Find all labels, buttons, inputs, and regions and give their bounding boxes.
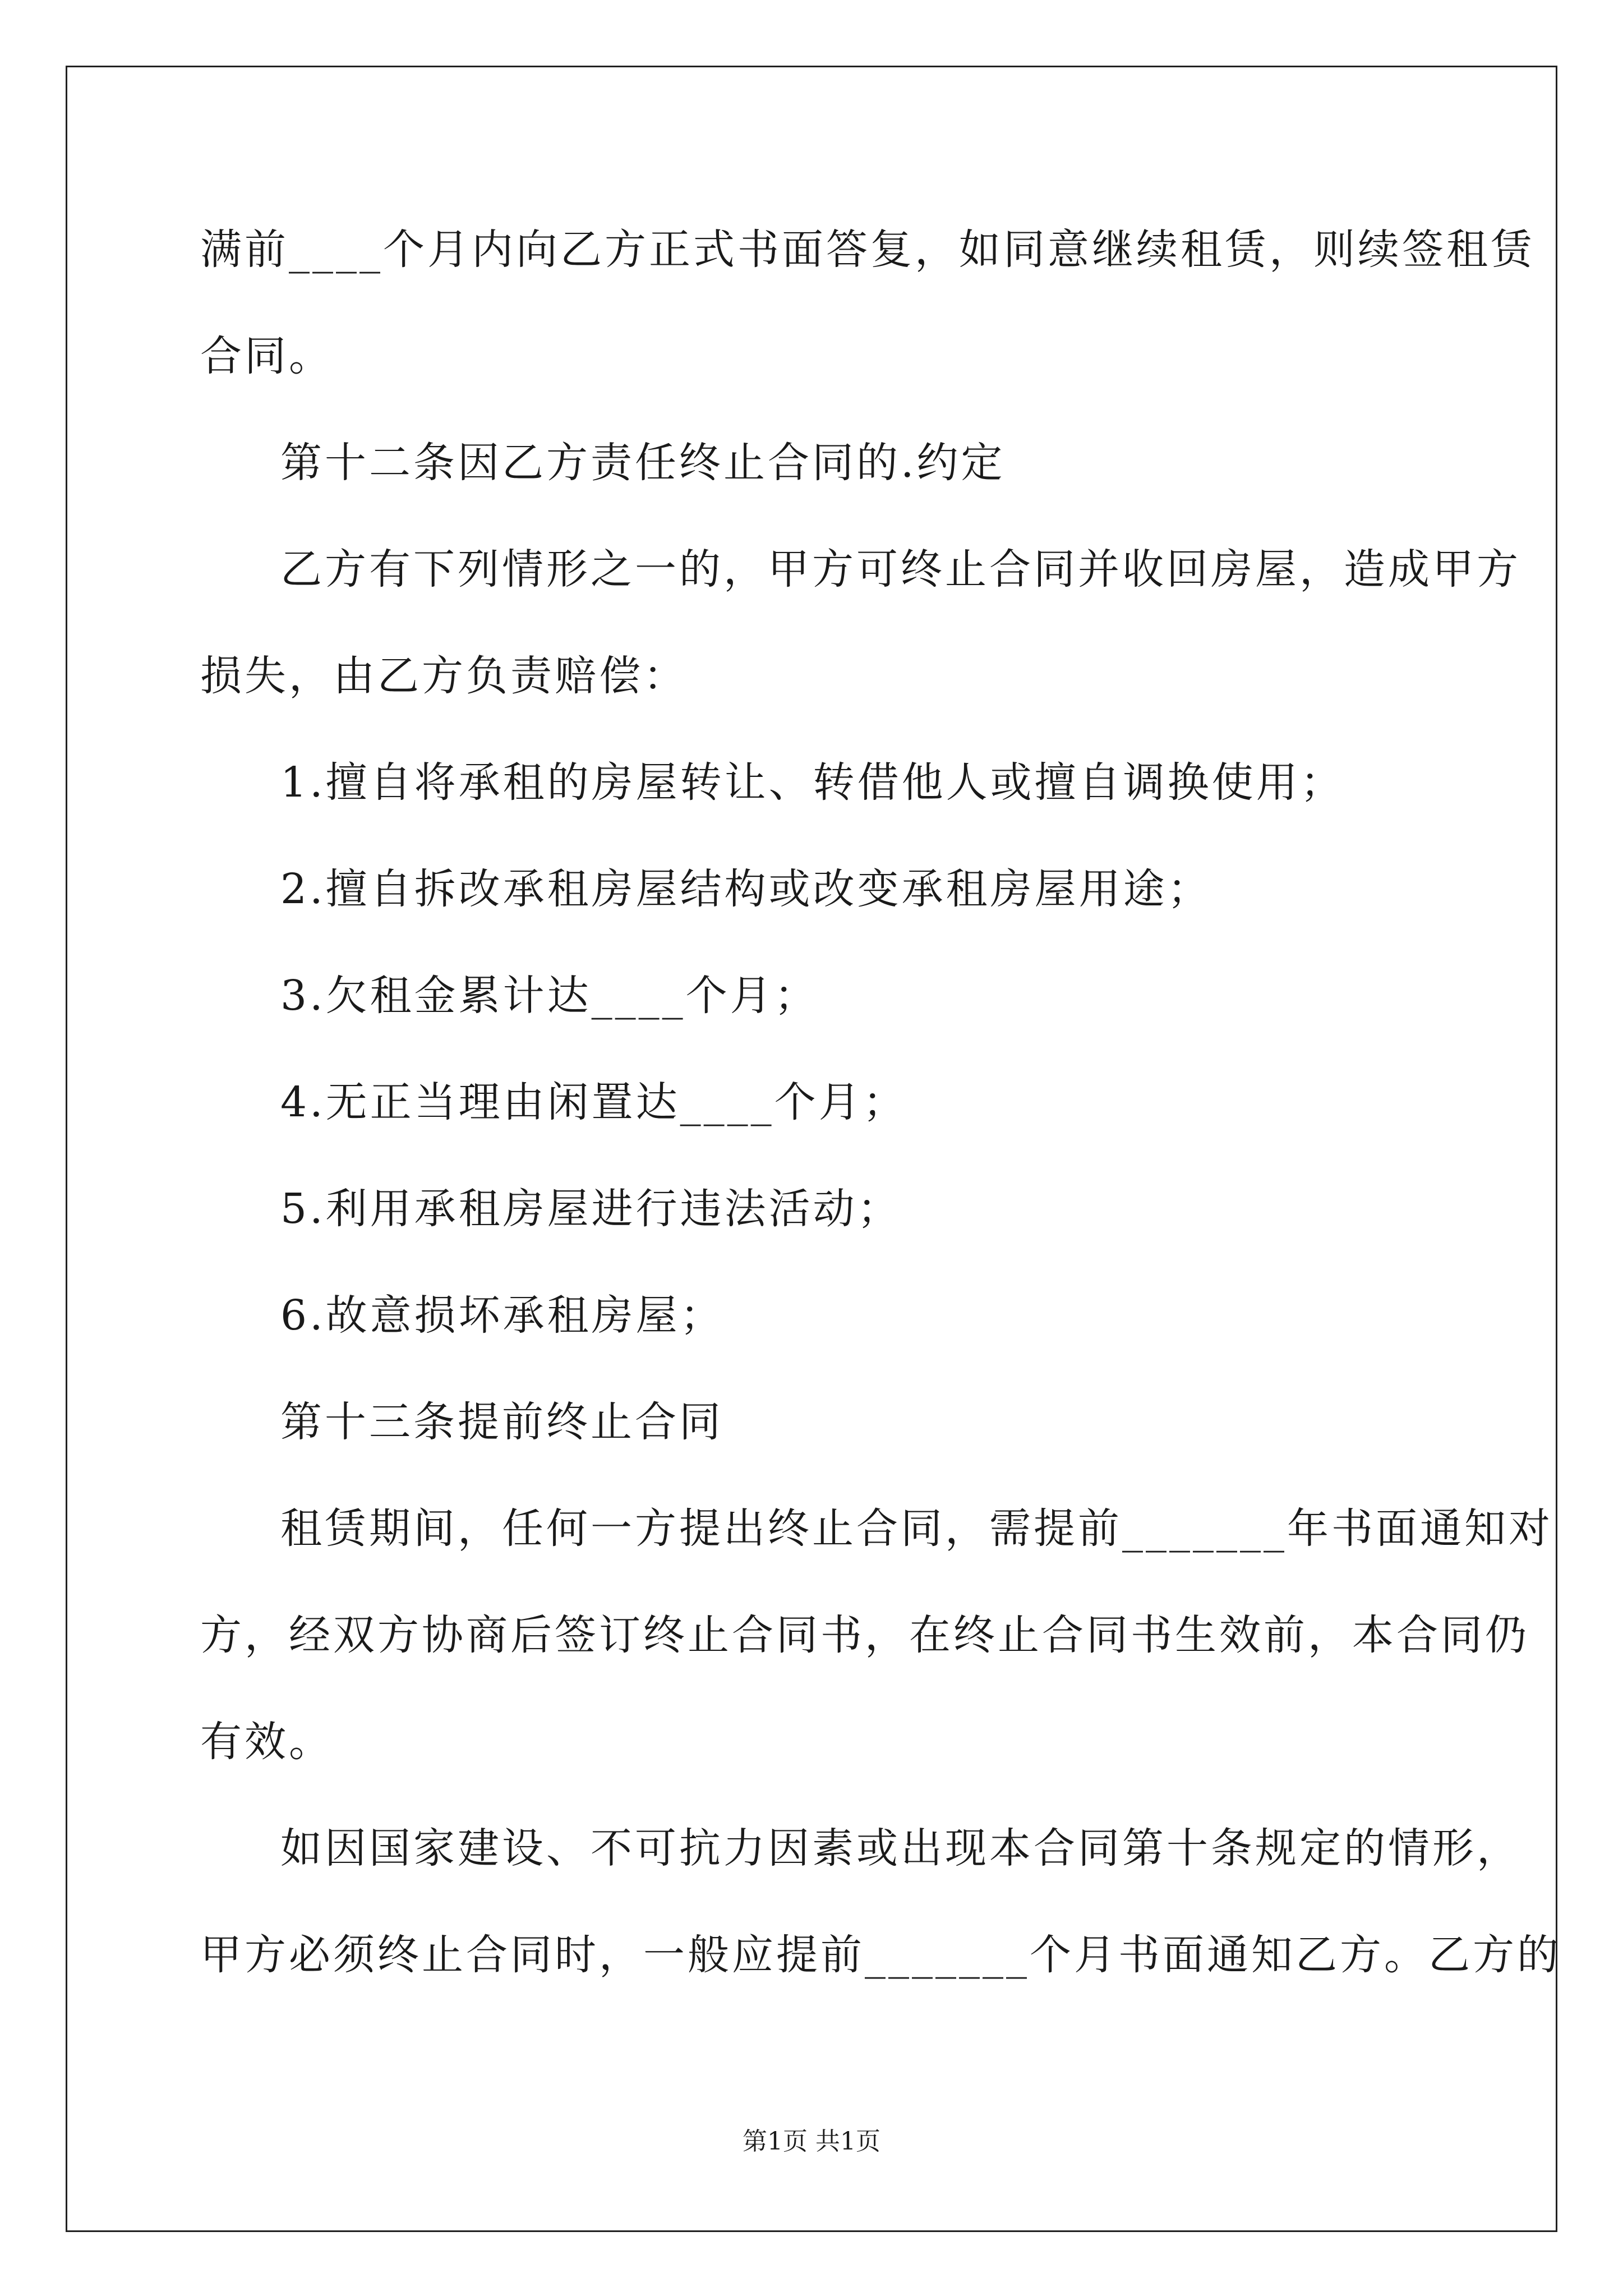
list-item-1: 1.擅自将承租的房屋转让、转借他人或擅自调换使用； — [280, 758, 1345, 807]
list-item-3: 3.欠租金累计达____个月； — [280, 972, 819, 1020]
text-line-4: 乙方有下列情形之一的，甲方可终止合同并收回房屋，造成甲方 — [280, 545, 1521, 593]
text-line-5: 损失，由乙方负责赔偿： — [200, 652, 688, 700]
list-item-4: 4.无正当理由闲置达____个月； — [280, 1078, 907, 1126]
article-12-heading: 第十二条因乙方责任终止合同的.约定 — [280, 439, 1006, 487]
list-item-6: 6.故意损坏承租房屋； — [280, 1291, 725, 1340]
page-footer: 第1页 共1页 — [743, 2127, 880, 2156]
text-line-13: 租赁期间，任何一方提出终止合同，需提前_______年书面通知对 — [280, 1504, 1553, 1553]
text-line-15: 有效。 — [200, 1718, 333, 1766]
article-13-heading: 第十三条提前终止合同 — [280, 1398, 723, 1446]
text-line-14: 方，经双方协商后签订终止合同书，在终止合同书生效前，本合同仍 — [200, 1611, 1529, 1659]
page-border — [66, 66, 1557, 2232]
text-line-1: 满前____个月内向乙方正式书面答复，如同意继续租赁，则续签租赁 — [200, 226, 1535, 274]
text-line-17: 甲方必须终止合同时，一般应提前_______个月书面通知乙方。乙方的 — [200, 1931, 1561, 1979]
text-line-2: 合同。 — [200, 332, 333, 380]
list-item-5: 5.利用承租房屋进行违法活动； — [280, 1185, 902, 1233]
list-item-2: 2.擅自拆改承租房屋结构或改变承租房屋用途； — [280, 865, 1212, 913]
text-line-16: 如因国家建设、不可抗力因素或出现本合同第十条规定的情形， — [280, 1824, 1521, 1872]
